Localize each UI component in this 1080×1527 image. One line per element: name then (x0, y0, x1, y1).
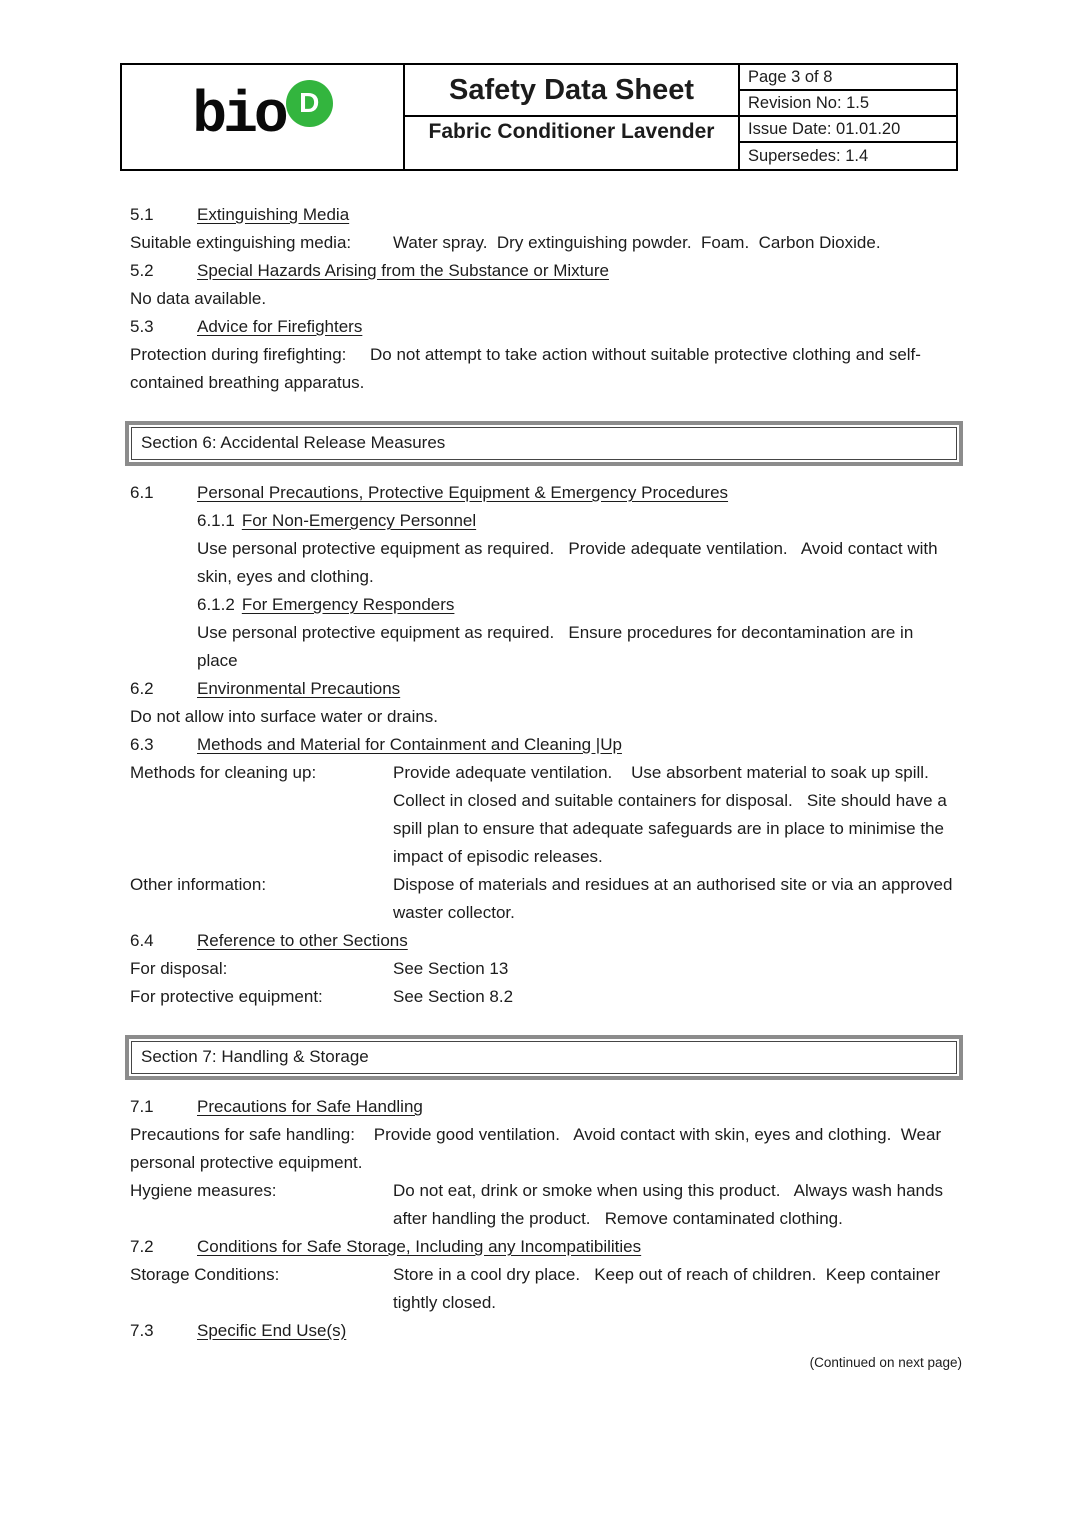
numbered-heading (130, 201, 958, 229)
heading-number: 6.3 (130, 735, 154, 754)
definition-value: Dispose of materials and residues at an authorised site or via an approved waster collector. (393, 875, 958, 922)
definition-value: Do not eat, drink or smoke when using this product. Always wash hands after handling the product. Remove contaminated clothing. (393, 1181, 948, 1228)
definition-label: For protective equipment: (130, 987, 323, 1006)
numbered-heading (130, 479, 958, 507)
heading-number: 7.2 (130, 1237, 154, 1256)
definition-label: Storage Conditions: (130, 1265, 280, 1284)
definition-value: See Section 8.2 (393, 987, 514, 1006)
heading-title: Specific End Use(s) (197, 1321, 347, 1340)
definition-row (130, 1177, 958, 1233)
bio-d-logo-text: bio (192, 84, 285, 149)
definition-row (130, 871, 958, 927)
heading-title: Reference to other Sections (197, 931, 408, 950)
revision-number: Revision No: 1.5 (738, 91, 956, 117)
document-title: Safety Data Sheet (403, 65, 738, 117)
paragraph: Use personal protective equipment as required. Ensure procedures for decontamination are in place (197, 623, 919, 670)
numbered-heading (130, 313, 958, 341)
definition-label: Hygiene measures: (130, 1181, 277, 1200)
section-banner-label: Section 7: Handling & Storage (131, 1041, 957, 1074)
definition-row (130, 1261, 958, 1317)
heading-number: 7.1 (130, 1097, 154, 1116)
sub-heading (197, 507, 958, 535)
definition-label: Methods for cleaning up: (130, 763, 317, 782)
section-banner-label: Section 6: Accidental Release Measures (131, 427, 957, 460)
heading-number: 5.2 (130, 261, 154, 280)
issue-date: Issue Date: 01.01.20 (738, 117, 956, 143)
page-indicator: Page 3 of 8 (738, 65, 956, 91)
paragraph: Protection during firefighting: Do not attempt to take action without suitable protective clothing and self-contained breathing apparatus. (130, 345, 921, 392)
heading-title: Environmental Precautions (197, 679, 401, 698)
bio-d-logo-badge-icon: D (286, 80, 333, 127)
numbered-heading (130, 257, 958, 285)
paragraph: Use personal protective equipment as required. Provide adequate ventilation. Avoid contact with skin, eyes and clothing. (197, 539, 943, 586)
numbered-heading (130, 675, 958, 703)
definition-value: See Section 13 (393, 959, 509, 978)
heading-title: Advice for Firefighters (197, 317, 363, 336)
definition-row (130, 229, 958, 257)
paragraph: No data available. (130, 289, 267, 308)
definition-label: Other information: (130, 875, 267, 894)
definition-row (130, 759, 958, 871)
definition-value: Provide adequate ventilation. Use absorbent material to soak up spill. Collect in closed and suitable containers for disposal. Site should have a spill plan to ensure that adequate safeguards are in place to minimise the impact of episodic releases. (393, 763, 952, 866)
sub-heading-number: 6.1.1 (197, 511, 235, 530)
heading-number: 6.1 (130, 483, 154, 502)
paragraph: Precautions for safe handling: Provide good ventilation. Avoid contact with skin, eyes and clothing. Wear personal protective equipment. (130, 1125, 946, 1172)
product-name: Fabric Conditioner Lavender (403, 117, 738, 169)
heading-number: 6.4 (130, 931, 154, 950)
sub-heading (197, 591, 958, 619)
section-banner (125, 1035, 963, 1080)
sub-heading-title: For Emergency Responders (241, 595, 455, 614)
definition-value: Store in a cool dry place. Keep out of reach of children. Keep container tightly closed. (393, 1265, 945, 1312)
heading-title: Methods and Material for Containment and Cleaning |Up (197, 735, 622, 754)
section-banner (125, 421, 963, 466)
numbered-heading (130, 1233, 958, 1261)
definition-row (130, 983, 958, 1011)
definition-label: For disposal: (130, 959, 228, 978)
document-body (130, 201, 962, 1377)
sds-page (120, 63, 960, 1377)
heading-title: Extinguishing Media (197, 205, 350, 224)
numbered-heading (130, 1317, 958, 1345)
heading-title: Special Hazards Arising from the Substance or Mixture (197, 261, 609, 280)
supersedes: Supersedes: 1.4 (738, 143, 956, 169)
heading-number: 6.2 (130, 679, 154, 698)
definition-row (130, 955, 958, 983)
heading-title: Personal Precautions, Protective Equipment & Emergency Procedures (197, 483, 729, 502)
sds-header-table (120, 63, 958, 171)
heading-number: 7.3 (130, 1321, 154, 1340)
heading-title: Conditions for Safe Storage, Including any Incompatibilities (197, 1237, 642, 1256)
heading-title: Precautions for Safe Handling (197, 1097, 423, 1116)
definition-value: Water spray. Dry extinguishing powder. Foam. Carbon Dioxide. (393, 233, 881, 252)
numbered-heading (130, 927, 958, 955)
heading-number: 5.1 (130, 205, 154, 224)
definition-label: Suitable extinguishing media: (130, 233, 352, 252)
numbered-heading (130, 731, 958, 759)
bio-d-logo (122, 65, 403, 169)
heading-number: 5.3 (130, 317, 154, 336)
sub-heading-number: 6.1.2 (197, 595, 235, 614)
continued-note: (Continued on next page) (809, 1355, 962, 1370)
numbered-heading (130, 1093, 958, 1121)
sub-heading-title: For Non-Emergency Personnel (241, 511, 477, 530)
paragraph: Do not allow into surface water or drains. (130, 707, 439, 726)
